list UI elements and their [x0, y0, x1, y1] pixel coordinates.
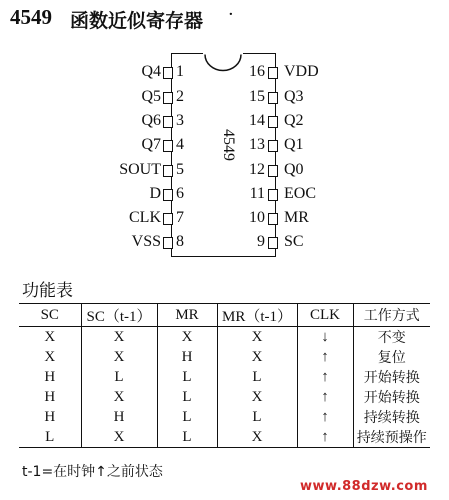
pin-number: 1: [176, 63, 184, 80]
table-cell: 开始转换: [353, 387, 430, 407]
table-cell: H: [157, 347, 217, 367]
table-cell: H: [44, 408, 56, 425]
pin-label-left: CLK: [129, 209, 161, 226]
table-cell: 持续预操作: [353, 427, 430, 448]
table-cell: X: [81, 427, 157, 448]
pin-number: 5: [176, 161, 184, 178]
pin-label-left: Q7: [141, 136, 161, 153]
pin-label-left: Q5: [141, 88, 161, 105]
pin-number: 14: [249, 112, 265, 129]
pin-label-right: VDD: [284, 63, 319, 80]
table-cell: X: [217, 387, 297, 407]
table-header-row: [19, 304, 430, 327]
table-cell: X: [81, 387, 157, 407]
pin-label-left: Q6: [141, 112, 161, 129]
table-cell: 持续转换: [353, 407, 430, 427]
table-cell: X: [44, 328, 56, 345]
table-cell: X: [157, 327, 217, 348]
pin-label-left: VSS: [131, 233, 161, 250]
table-cell: L: [217, 407, 297, 427]
table-cell: H: [44, 388, 56, 405]
table-cell: ↑: [297, 407, 353, 427]
table-cell: L: [81, 367, 157, 387]
pin-box: [268, 140, 278, 152]
pin-box: [163, 116, 173, 128]
pin-box: [163, 165, 173, 177]
column-header: CLK: [297, 304, 353, 327]
table-cell: L: [217, 367, 297, 387]
pin-number: 8: [176, 233, 184, 250]
table-cell: L: [157, 427, 217, 448]
pin-label-right: Q0: [284, 161, 304, 178]
pin-label-right: Q2: [284, 112, 304, 129]
table-cell: L: [157, 387, 217, 407]
pin-number: 12: [249, 161, 265, 178]
pin-number: 9: [257, 233, 265, 250]
pin-number: 6: [176, 185, 184, 202]
table-cell: ↑: [297, 347, 353, 367]
column-header: 工作方式: [353, 304, 430, 327]
pin-box: [163, 67, 173, 79]
table-row: [19, 347, 430, 367]
pin-number: 7: [176, 209, 184, 226]
table-cell: X: [217, 327, 297, 348]
pin-label-left: D: [149, 185, 161, 202]
pin-box: [268, 67, 278, 79]
pin-label-right: MR: [284, 209, 309, 226]
footnote: t-1=在时钟↑之前状态: [22, 464, 163, 480]
table-cell: L: [19, 427, 81, 448]
table-row: [19, 367, 430, 387]
pin-box: [268, 237, 278, 249]
pin-box: [163, 189, 173, 201]
pin-label-right: SC: [284, 233, 304, 250]
table-cell: X: [217, 347, 297, 367]
pin-box: [268, 116, 278, 128]
part-number: 4549: [10, 5, 52, 29]
function-table-title: 功能表: [22, 281, 73, 301]
pin-number: 16: [249, 63, 265, 80]
pin-number: 15: [249, 88, 265, 105]
pin-label-right: EOC: [284, 185, 316, 202]
pin-box: [163, 237, 173, 249]
table-row: [19, 327, 430, 348]
pin-label-left: SOUT: [119, 161, 161, 178]
table-cell: L: [157, 367, 217, 387]
table-cell: X: [44, 348, 56, 365]
table-cell: H: [81, 407, 157, 427]
ic-notch: [203, 53, 243, 73]
table-cell: L: [157, 407, 217, 427]
table-cell: 不变: [353, 327, 430, 348]
column-header: MR（t-1）: [217, 304, 297, 327]
title-dot: ·: [228, 4, 234, 25]
pin-number: 4: [176, 136, 184, 153]
table-cell: ↑: [297, 387, 353, 407]
pin-label-right: Q3: [284, 88, 304, 105]
column-header: SC: [19, 304, 81, 327]
pin-number: 10: [249, 209, 265, 226]
table-cell: H: [44, 368, 56, 385]
pin-box: [163, 140, 173, 152]
pin-box: [163, 92, 173, 104]
table-cell: ↑: [297, 427, 353, 448]
pin-box: [268, 189, 278, 201]
pin-box: [163, 213, 173, 225]
table-cell: X: [217, 427, 297, 448]
table-cell: X: [81, 327, 157, 348]
pin-box: [268, 165, 278, 177]
table-cell: ↓: [297, 327, 353, 348]
pin-label-right: Q1: [284, 136, 304, 153]
pin-label-left: Q4: [141, 63, 161, 80]
pin-box: [268, 92, 278, 104]
pin-number: 2: [176, 88, 184, 105]
table-row: [19, 407, 430, 427]
pin-number: 3: [176, 112, 184, 129]
chip-marking: 4549: [220, 129, 237, 161]
table-row: [19, 387, 430, 407]
column-header: MR: [157, 304, 217, 327]
function-table: [19, 303, 430, 448]
column-header: SC（t-1）: [81, 304, 157, 327]
pin-number: 13: [249, 136, 265, 153]
watermark: www.88dzw.com: [300, 479, 428, 494]
table-cell: X: [81, 347, 157, 367]
table-row: [19, 427, 430, 448]
table-cell: 复位: [353, 347, 430, 367]
pin-box: [268, 213, 278, 225]
table-cell: ↑: [297, 367, 353, 387]
table-cell: 开始转换: [353, 367, 430, 387]
part-description: 函数近似寄存器: [70, 10, 204, 32]
pin-number: 11: [249, 185, 265, 202]
